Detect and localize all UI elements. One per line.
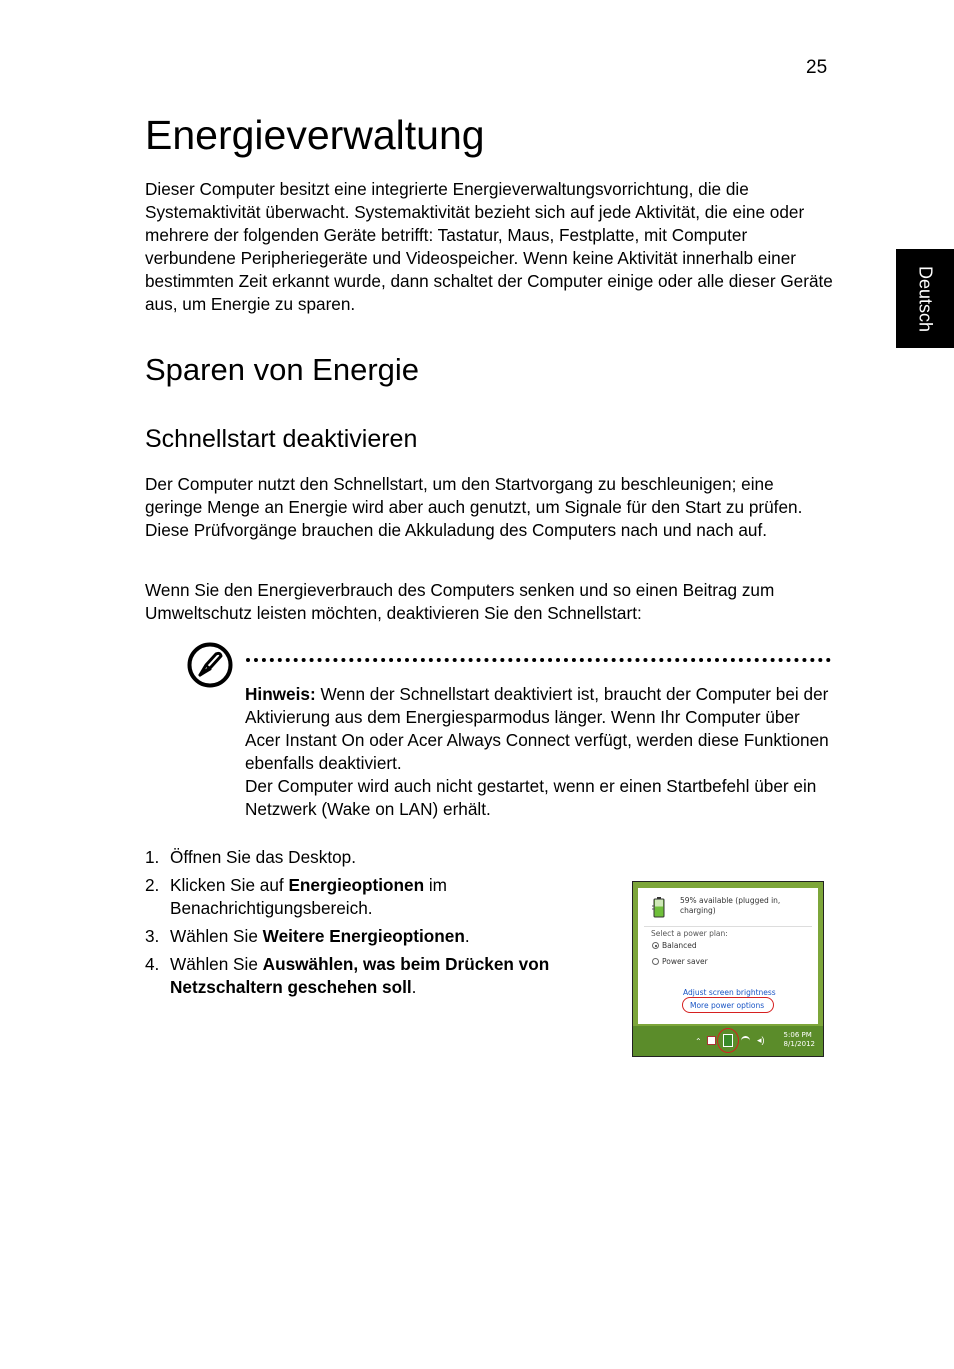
list-item: 2. Klicken Sie auf Energieoptionen im Benachrichtigungsbereich. bbox=[145, 875, 447, 918]
list-item: 3. Wählen Sie Weitere Energieoptionen. bbox=[145, 926, 470, 946]
plan-balanced-label: Balanced bbox=[662, 941, 697, 950]
radio-balanced[interactable] bbox=[652, 942, 659, 949]
note-label: Hinweis: bbox=[245, 684, 316, 704]
page-number: 25 bbox=[806, 57, 828, 78]
clock-time: 5:06 PM bbox=[783, 1031, 812, 1039]
more-power-options-link[interactable]: More power options bbox=[690, 1001, 765, 1010]
taskbar-clock[interactable] bbox=[784, 1031, 815, 1049]
clock-date: 8/1/2012 bbox=[783, 1040, 815, 1048]
note-box bbox=[245, 683, 835, 821]
list-item: 4. Wählen Sie Auswählen, was beim Drücken von Netzschaltern geschehen soll. bbox=[145, 954, 550, 997]
shield-icon[interactable] bbox=[707, 1036, 716, 1045]
radio-power-saver[interactable] bbox=[652, 958, 659, 965]
language-tab bbox=[896, 249, 954, 348]
subsection-title: Schnellstart deaktivieren bbox=[145, 425, 418, 453]
steps-list bbox=[145, 846, 605, 1004]
taskbar bbox=[633, 1026, 823, 1056]
power-plan-label: Select a power plan: bbox=[651, 929, 728, 938]
adjust-brightness-link[interactable]: Adjust screen brightness bbox=[683, 988, 776, 997]
battery-status-text: 59% available (plugged in, bbox=[680, 896, 781, 905]
intro-paragraph: Dieser Computer besitzt eine integrierte Energieverwaltungsvorrichtung, die die Systemaktivität überwacht. Systemaktivität bezieht sich auf jede Aktivität, die eine oder mehrere der folgenden Geräte betrifft: Tastatur, Maus, Festplatte, mit Computer verbundene Peripheriegeräte und Videospeicher. Wenn keine Aktivität innerhalb einer bestimmten Zeit erkannt wurde, dann schaltet der Computer einige oder alle dieser Geräte aus, um Energie zu sparen. bbox=[145, 179, 833, 314]
paragraph-1: Der Computer nutzt den Schnellstart, um den Startvorgang zu beschleunigen; eine geringe Menge an Energie wird aber auch genutzt, um Signale für den Start zu prüfen. Diese Prüfvorgänge brauchen die Akkuladung des Computers nach und nach auf. bbox=[145, 474, 803, 540]
page-title: Energieverwaltung bbox=[145, 112, 485, 158]
speaker-icon[interactable]: ◂) bbox=[757, 1035, 765, 1045]
battery-plug-icon bbox=[651, 896, 669, 920]
wifi-icon[interactable] bbox=[741, 1036, 750, 1045]
note-text-1: Wenn der Schnellstart deaktiviert ist, braucht der Computer bei der Aktivierung aus dem Energiesparmodus länger. Wenn Ihr Computer über Acer Instant On oder Acer Always Connect verfügt, werden diese Funktionen ebenfalls deaktiviert. bbox=[245, 684, 829, 773]
note-text-2: Der Computer wird auch nicht gestartet, wenn er einen Startbefehl über ein Netzwerk (Wake on LAN) erhält. bbox=[245, 776, 817, 819]
list-item: 1. Öffnen Sie das Desktop. bbox=[145, 847, 356, 867]
power-options-screenshot bbox=[632, 881, 824, 1057]
note-divider bbox=[246, 658, 831, 662]
note-line-1 bbox=[245, 683, 835, 775]
plan-saver-label: Power saver bbox=[662, 957, 708, 966]
flyout-divider bbox=[644, 926, 812, 927]
highlight-ellipse bbox=[682, 997, 774, 1013]
tray-highlight-circle bbox=[717, 1028, 739, 1053]
language-tab-label: Deutsch bbox=[915, 265, 936, 332]
power-flyout bbox=[638, 888, 818, 1024]
battery-status-text-2: charging) bbox=[680, 906, 716, 915]
chevron-up-icon[interactable]: ⌃ bbox=[695, 1037, 702, 1046]
paragraph-2: Wenn Sie den Energieverbrauch des Computers senken und so einen Beitrag zum Umweltschutz leisten möchten, deaktivieren Sie den Schnellstart: bbox=[145, 580, 775, 623]
note-pen-icon bbox=[186, 641, 234, 689]
section-title: Sparen von Energie bbox=[145, 352, 420, 387]
